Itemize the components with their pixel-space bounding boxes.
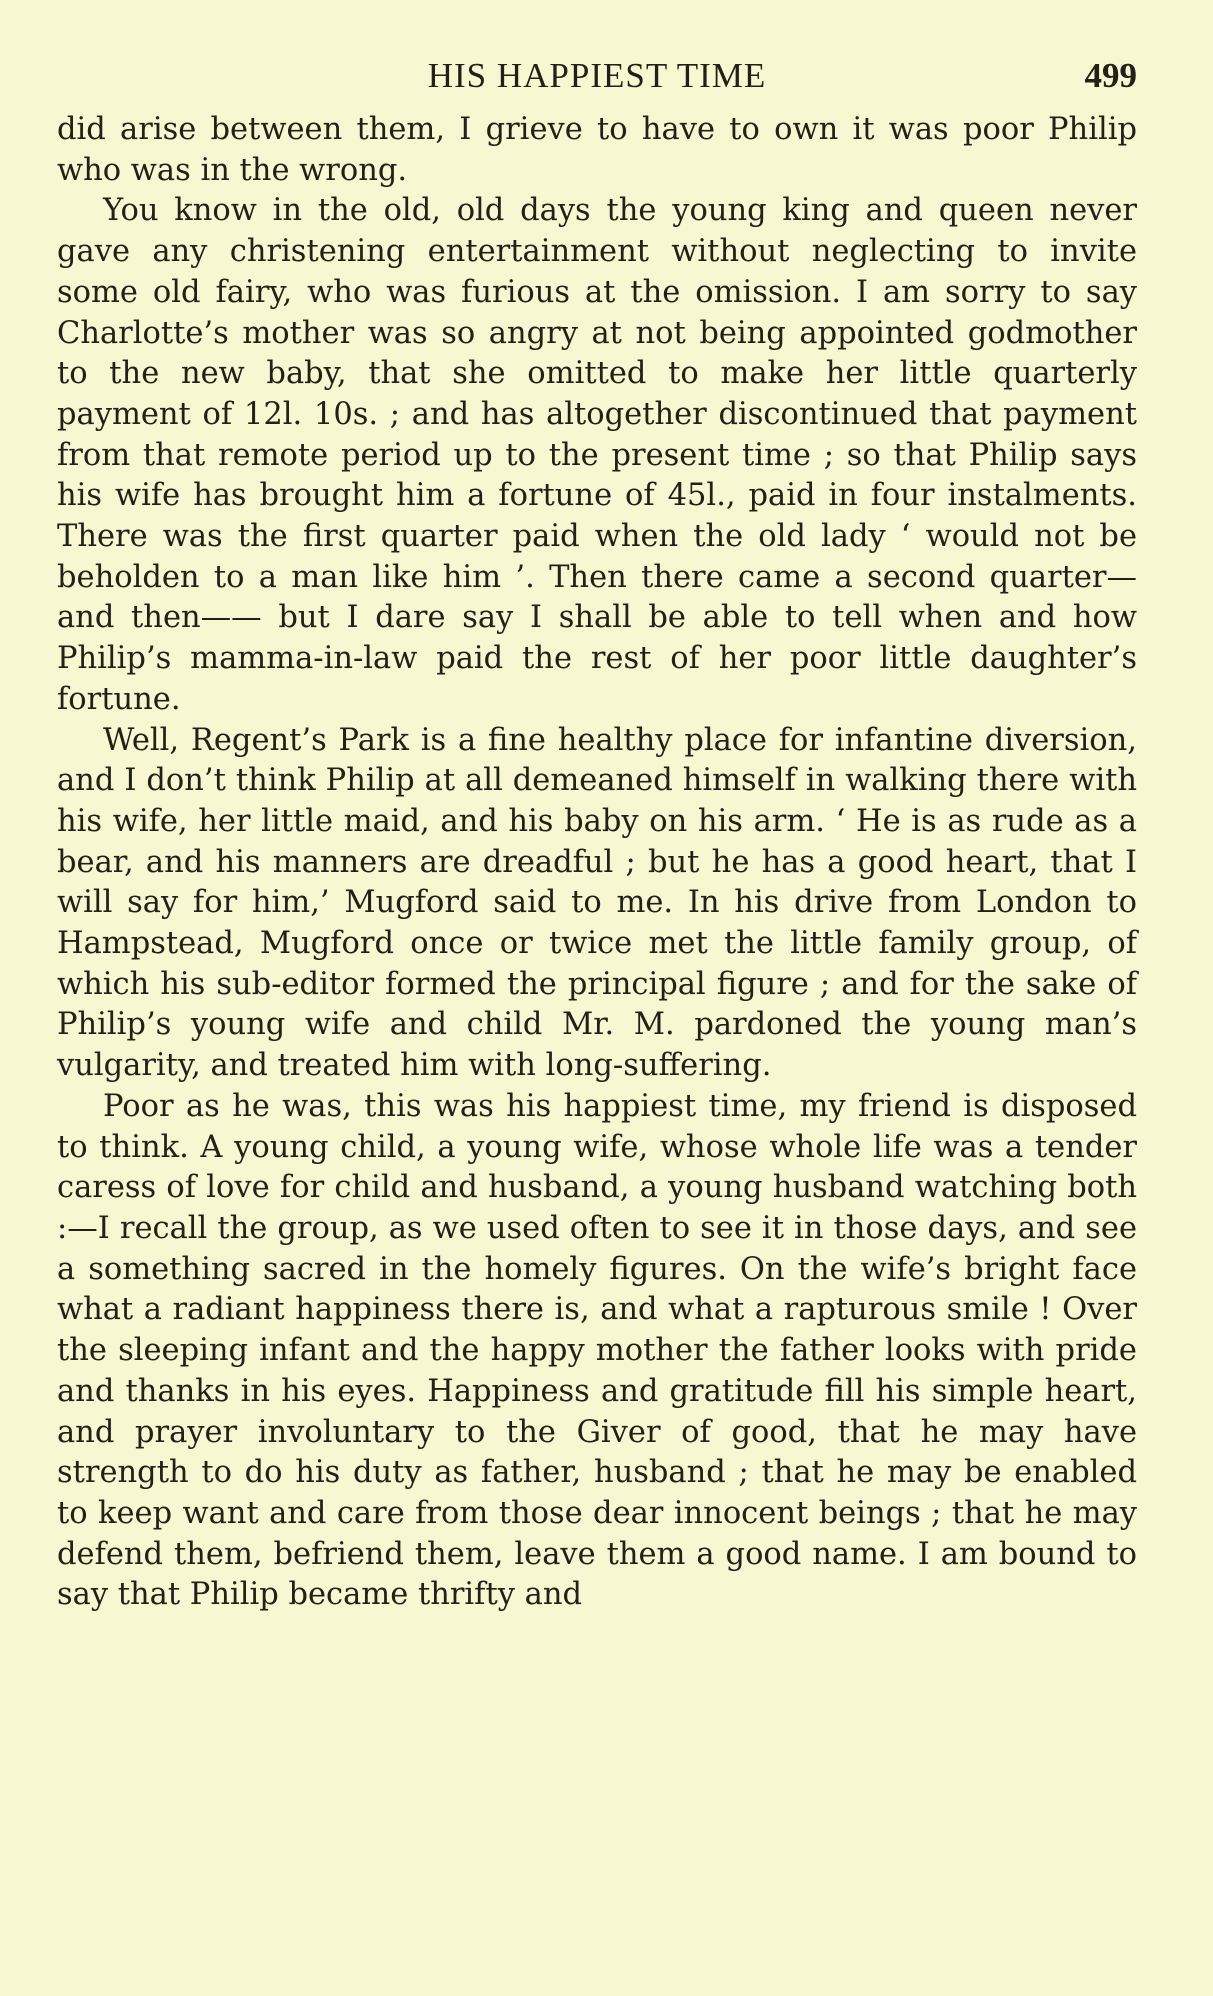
paragraph-fairy-story: You know in the old, old days the young king and queen never gave any christening entertainment without neglecting to invite some old fairy, who was furious at the omission. I am sorry to say Charlotte’s mother was so angry at not being appointed godmother to the new baby, that she omitted to make her little quarterly payment of 12l. 10s. ; and has altogether discontinued that payment from that remote period up to the present time ; so that Philip says his wife has brought him a fortune of 45l., paid in four instalments. There was the first quarter paid when the old lady ‘ would not be beholden to a man like him ’. Then there came a second quarter—and then—— but I dare say I shall be able to tell when and how Philip’s mamma-in-law paid the rest of her poor little daughter’s fortune. [57,193,1137,717]
paragraph-happiest-time: Poor as he was, this was his happiest time, my friend is disposed to think. A young child, a young wife, whose whole life was a tender caress of love for child and husband, a young husband watching both :—I recall the group, as we used often to see it in those days, and see a something sacred in the homely figures. On the wife’s bright face what a radiant happiness there is, and what a rapturous smile ! Over the sleeping infant and the happy mother the father looks with pride and thanks in his eyes. Happiness and gratitude fill his simple heart, and prayer involuntary to the Giver of good, that he may have strength to do his duty as father, husband ; that he may be enabled to keep want and care from those dear innocent beings ; that he may defend them, befriend them, leave them a good name. I am bound to say that Philip became thrifty and [57,1088,1137,1613]
running-title: HIS HAPPIEST TIME [427,56,767,95]
body-text [57,110,1137,1616]
paragraph-regents-park: Well, Regent’s Park is a fine healthy place for infantine diversion, and I don’t think Philip at all demeaned himself in walking there with his wife, her little maid, and his baby on his arm. ‘ He is as rude as a bear, and his manners are dreadful ; but he has a good heart, that I will say for him,’ Mugford said to me. In his drive from London to Hampstead, Mugford once or twice met the little family group, of which his sub-editor formed the principal figure ; and for the sake of Philip’s young wife and child Mr. M. pardoned the young man’s vulgarity, and treated him with long-suffering. [57,722,1137,1084]
page-header [57,48,1137,110]
book-page [57,48,1137,1616]
paragraph-continuation: did arise between them, I grieve to have to own it was poor Philip who was in the wrong. [57,112,1137,188]
page-number: 499 [1084,56,1137,95]
